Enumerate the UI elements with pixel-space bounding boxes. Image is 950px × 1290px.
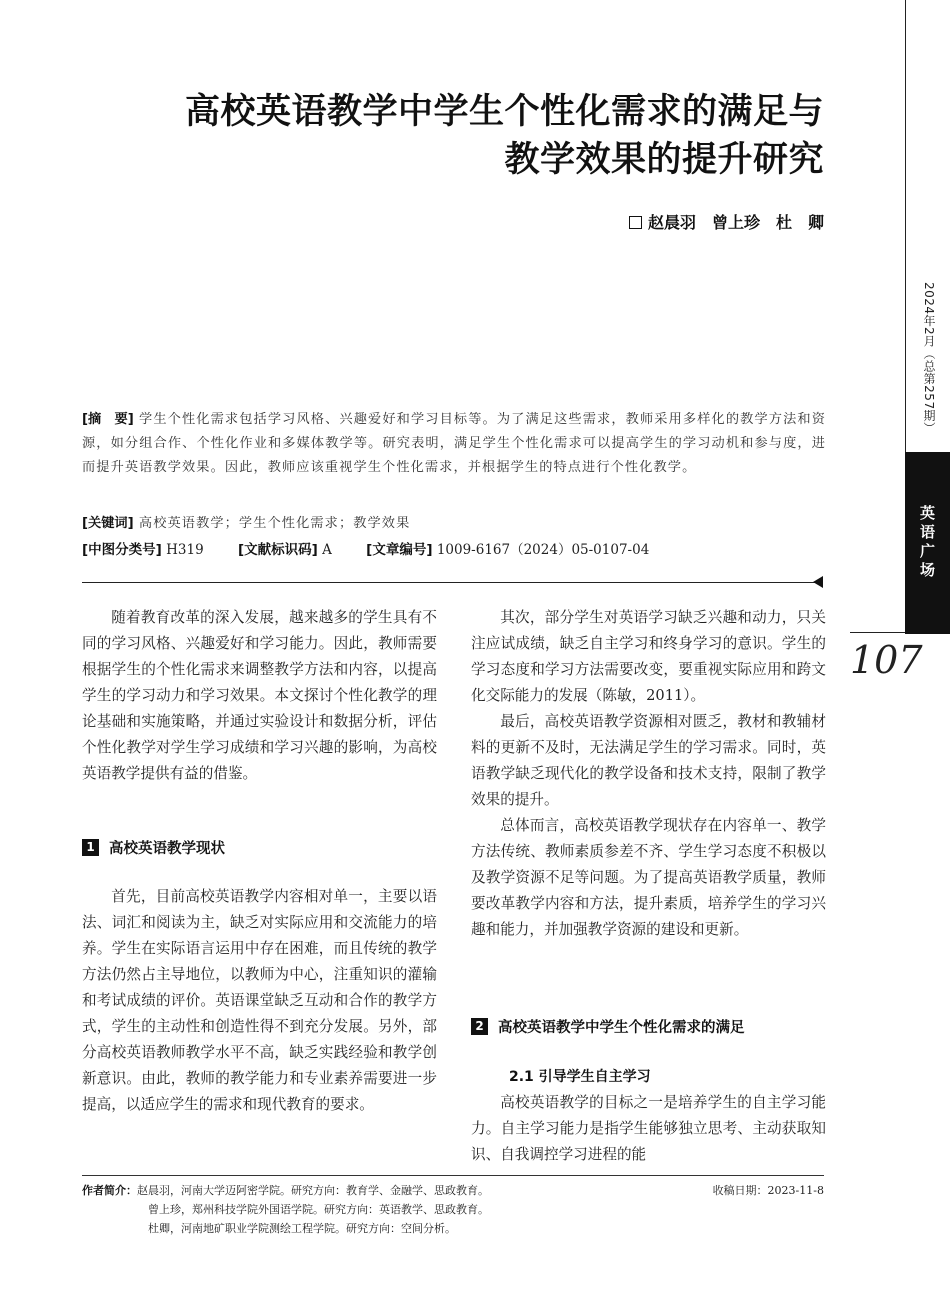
paragraph: 随着教育改革的深入发展，越来越多的学生具有不同的学习风格、兴趣爱好和学习能力。因此，教师需要根据学生的个性化需求来调整教学方法和内容，以提高学生的学习动力和学习效果。本文探讨个性化教学的理论基础和实施策略，并通过实验设计和数据分析，评估个性化教学对学生学习成绩和学习兴趣的影响，为高校英语教学提供有益的借鉴。 bbox=[82, 609, 437, 782]
abstract bbox=[82, 408, 826, 480]
author-note-text: 赵晨羽，河南大学迈阿密学院。研究方向：教育学、金融学、思政教育。 bbox=[137, 1184, 489, 1197]
author-notes-label: 作者简介： bbox=[82, 1184, 137, 1197]
square-icon bbox=[629, 216, 642, 229]
paragraph: 高校英语教学的目标之一是培养学生的自主学习能力。自主学习能力是指学生能够独立思考、主动获取知识、自我调控学习进程的能 bbox=[471, 1094, 826, 1163]
title-line-2: 教学效果的提升研究 bbox=[504, 140, 824, 180]
paragraph: 首先，目前高校英语教学内容相对单一，主要以语法、词汇和阅读为主，缺乏对实际应用和交流能力的培养。学生在实际语言运用中存在困难，而且传统的教学方法仍然占主导地位，以教师为中心，注重知识的灌输和考试成绩的评价。英语课堂缺乏互动和合作的教学方式，学生的主动性和创造性得不到充分发展。另外，部分高校英语教师教学水平不高，缺乏实践经验和教学创新意识。由此，教师的教学能力和专业素养需要进一步提高，以适应学生的需求和现代教育的要求。 bbox=[82, 888, 437, 1113]
received-date: 收稿日期：2023-11-8 bbox=[712, 1184, 824, 1197]
section-title: 高校英语教学现状 bbox=[109, 841, 225, 857]
author-line bbox=[560, 210, 824, 233]
margin-rule bbox=[905, 0, 906, 452]
classification-codes bbox=[82, 538, 826, 562]
article-number-label: [文章编号] bbox=[366, 542, 433, 558]
doc-code-value: A bbox=[322, 542, 332, 558]
article-title bbox=[90, 88, 824, 184]
section-tab bbox=[905, 452, 950, 634]
abstract-label: [摘 要] bbox=[82, 412, 134, 427]
doc-code-label: [文献标识码] bbox=[237, 542, 318, 558]
page-number: 107 bbox=[850, 638, 923, 682]
article-number-value: 1009-6167（2024）05-0107-04 bbox=[436, 542, 650, 558]
abstract-text: 学生个性化需求包括学习风格、兴趣爱好和学习目标等。为了满足这些需求，教师采用多样化的教学方法和资源，如分组合作、个性化作业和多媒体教学等。研究表明，满足学生个性化需求可以提高学生的学习动机和参与度，进而提升英语教学效果。因此，教师应该重视学生个性化需求，并根据学生的特点进行个性化教学。 bbox=[82, 412, 827, 475]
intro-paragraph bbox=[82, 605, 437, 787]
clc-value: H319 bbox=[166, 542, 204, 558]
section-2-heading bbox=[471, 1016, 745, 1037]
author-notes bbox=[82, 1181, 824, 1238]
section-number: 1 bbox=[82, 839, 99, 856]
paragraph: 其次，部分学生对英语学习缺乏兴趣和动力，只关注应试成绩，缺乏自主学习和终身学习的意识。学生的学习态度和学习方法需要改变，要重视实际应用和跨文化交际能力的发展（陈敏，2011）。 bbox=[471, 609, 826, 704]
title-line-1: 高校英语教学中学生个性化需求的满足与 bbox=[184, 92, 824, 132]
section-tab-label: 英语广场 bbox=[918, 505, 936, 581]
paragraph: 最后，高校英语教学资源相对匮乏，教材和教辅材料的更新不及时，无法满足学生的学习需求。同时，英语教学缺乏现代化的教学设备和技术支持，限制了教学效果的提升。 bbox=[471, 713, 826, 808]
issue-date: 2024年2月（总第257期） bbox=[922, 282, 936, 435]
section-1-body bbox=[82, 884, 437, 1118]
subsection-2-1-body bbox=[471, 1090, 826, 1168]
section-title: 高校英语教学中学生个性化需求的满足 bbox=[498, 1020, 745, 1036]
author-names: 赵晨羽 曾上珍 杜 卿 bbox=[647, 213, 824, 232]
author-note-2: 曾上珍，郑州科技学院外国语学院。研究方向：英语教学、思政教育。 bbox=[148, 1203, 489, 1216]
clc-label: [中图分类号] bbox=[82, 542, 162, 558]
subsection-2-1-heading: 2.1 引导学生自主学习 bbox=[509, 1069, 651, 1085]
triangle-marker-icon bbox=[813, 576, 823, 588]
keywords bbox=[82, 512, 826, 536]
right-column-body bbox=[471, 605, 826, 943]
section-1-heading bbox=[82, 837, 225, 858]
footer-rule bbox=[82, 1175, 824, 1176]
section-number: 2 bbox=[471, 1018, 488, 1035]
keywords-label: [关键词] bbox=[82, 516, 134, 531]
paragraph: 总体而言，高校英语教学现状存在内容单一、教学方法传统、教师素质参差不齐、学生学习态度不积极以及教学资源不足等问题。为了提高英语教学质量，教师要改革教学内容和方法，提升素质，培养学生的学习兴趣和能力，并加强教学资源的建设和更新。 bbox=[471, 817, 826, 938]
header-divider bbox=[82, 582, 818, 583]
keywords-text: 高校英语教学；学生个性化需求；教学效果 bbox=[138, 516, 411, 531]
author-note-3: 杜卿，河南地矿职业学院测绘工程学院。研究方向：空间分析。 bbox=[148, 1222, 456, 1235]
page-number-rule bbox=[850, 632, 905, 633]
